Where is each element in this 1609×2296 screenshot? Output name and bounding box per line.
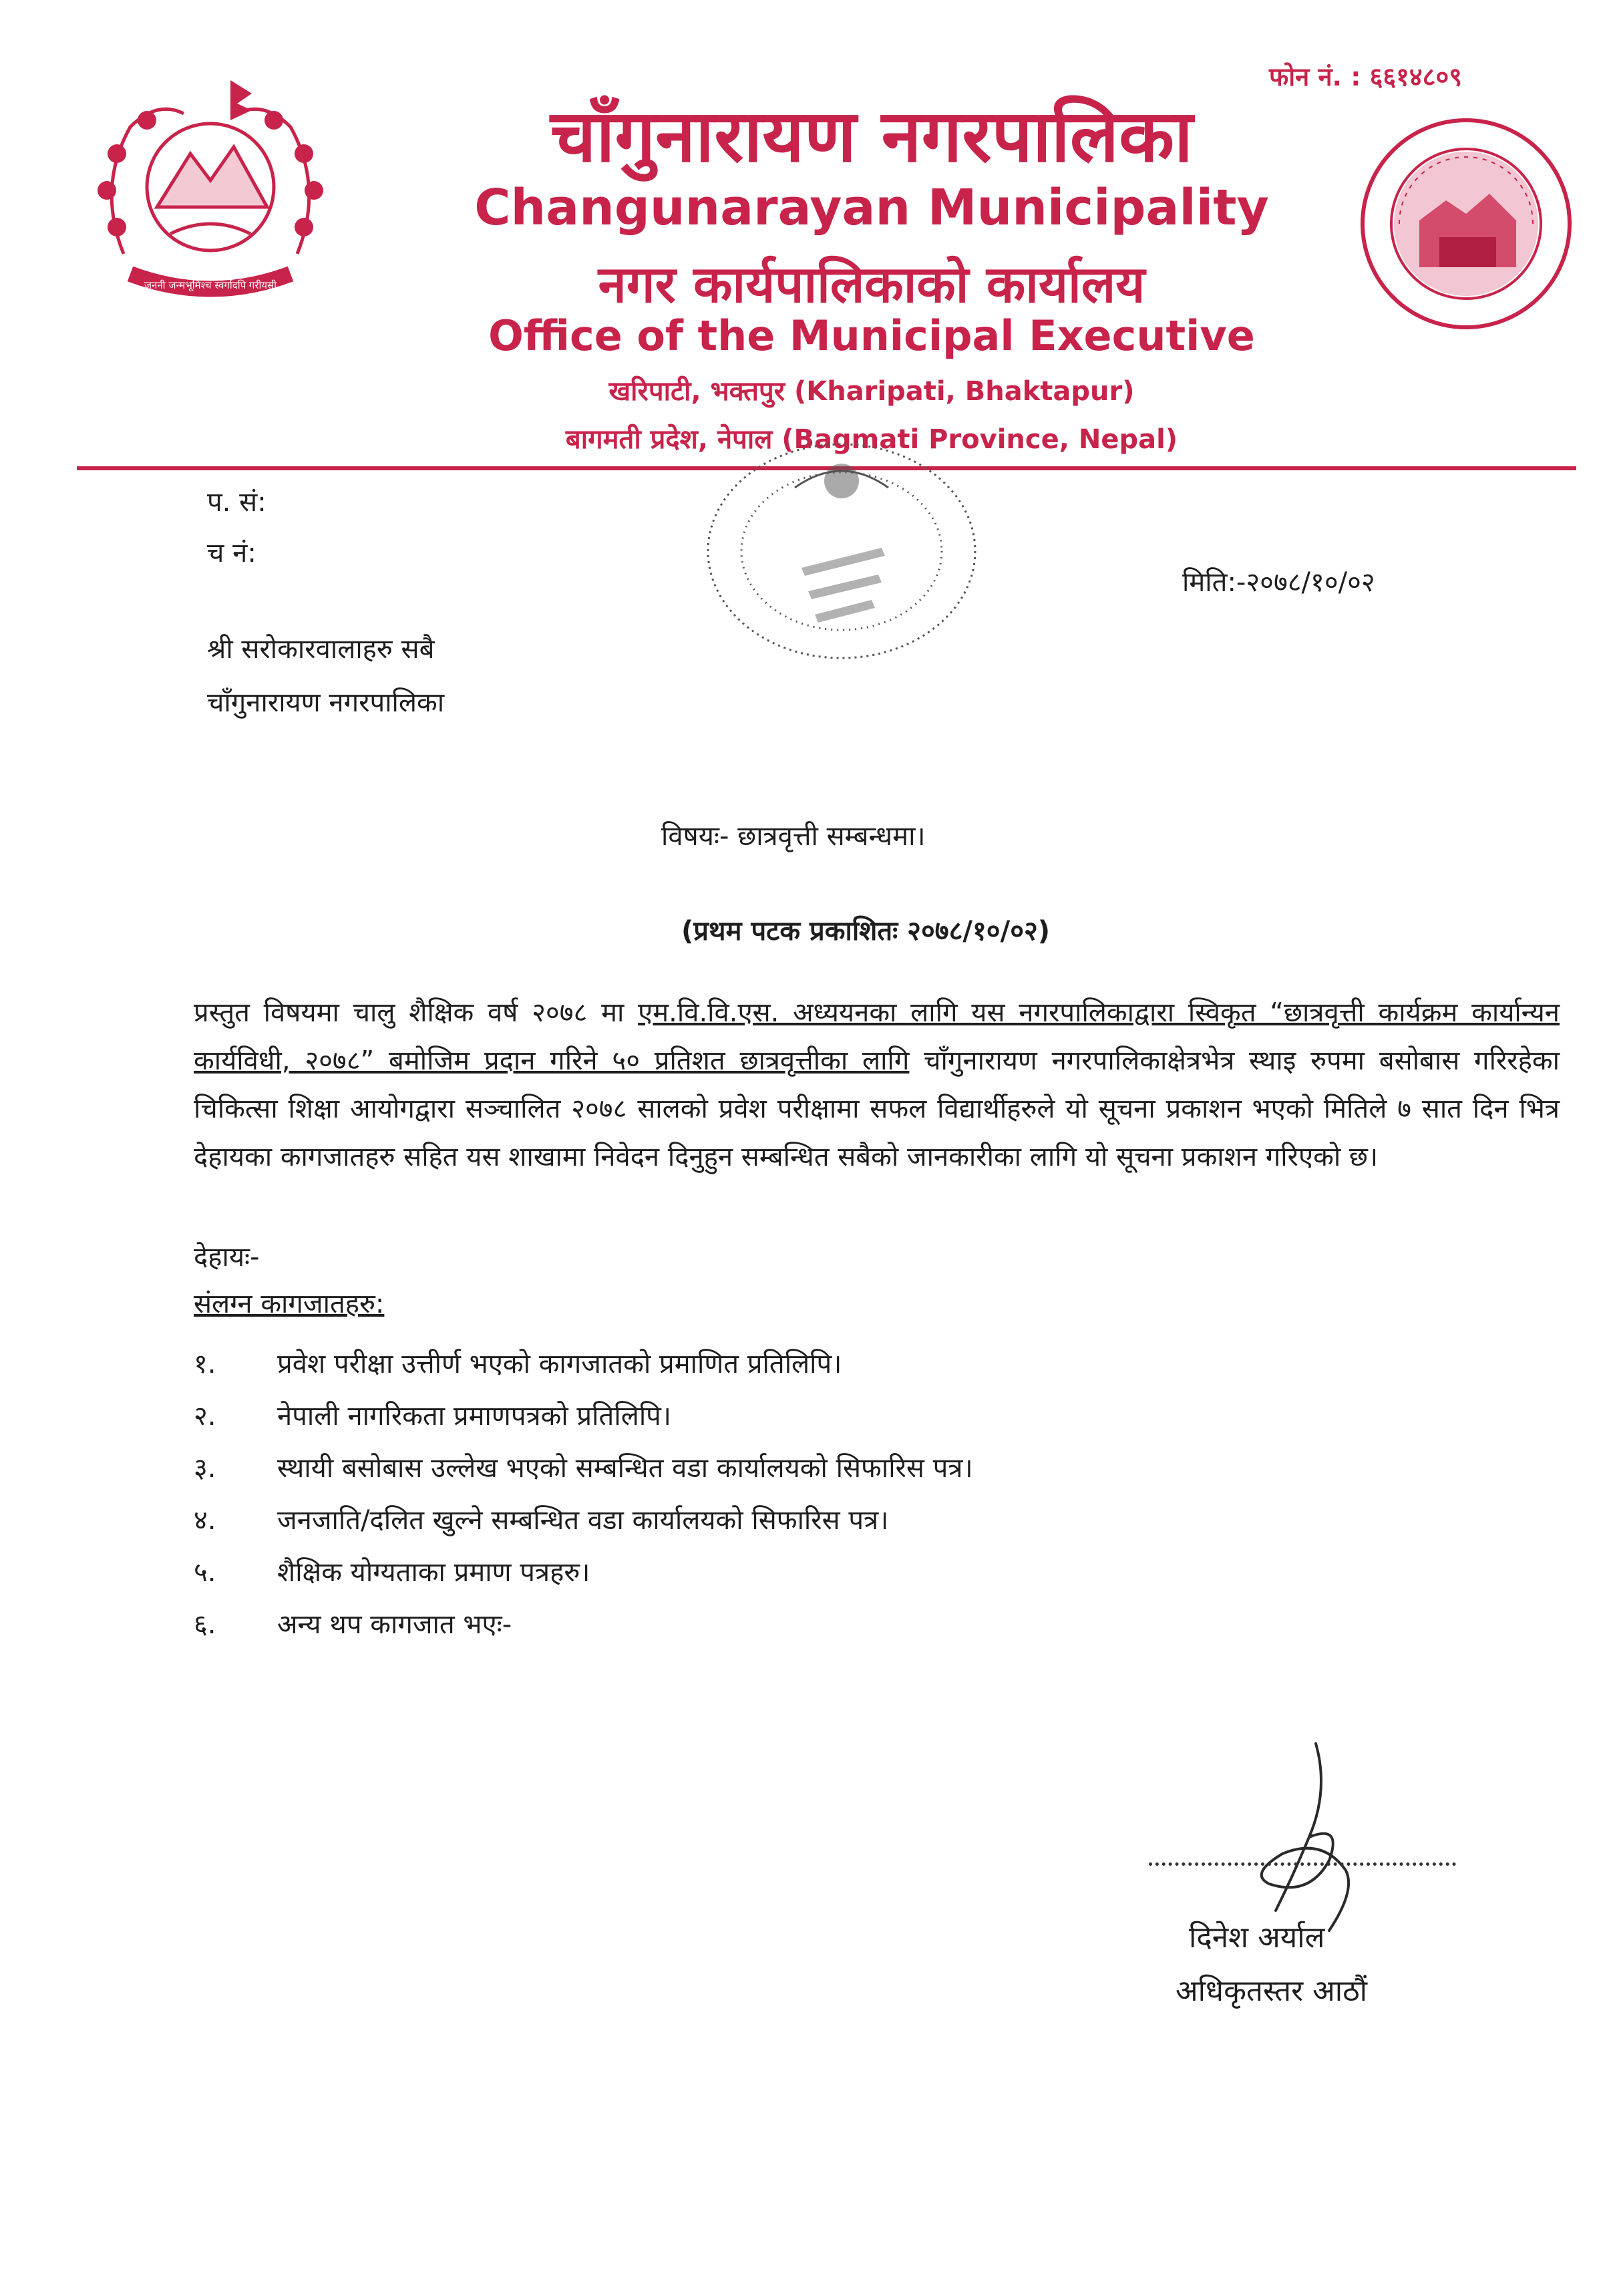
signature-line — [1149, 1862, 1456, 1866]
body-intro: प्रस्तुत विषयमा चालु शैक्षिक वर्ष २०७८ मा — [194, 997, 639, 1028]
svg-text:जननी जन्मभूमिश्च स्वर्गादपि गर: जननी जन्मभूमिश्च स्वर्गादपि गरीयसी — [144, 279, 277, 291]
office-stamp-icon — [695, 428, 989, 668]
list-item-number: १. — [194, 1349, 216, 1379]
address-line-2: बागमती प्रदेश, नेपाल (Bagmati Province, Nepal) — [565, 424, 1178, 455]
municipality-name-nepali: चाँगुनारायण नगरपालिका — [550, 95, 1194, 178]
list-item: स्थायी बसोबास उल्लेख भएको सम्बन्धित वडा कार्यालयको सिफारिस पत्र। — [277, 1453, 973, 1484]
list-item-number: ३. — [194, 1453, 216, 1484]
notice-body — [194, 989, 1560, 1181]
dehaya-label: देहायः- — [194, 1242, 260, 1273]
list-item: जनजाति/दलित खुल्ने सम्बन्धित वडा कार्यालयको सिफारिस पत्र। — [277, 1505, 889, 1536]
published-date: (प्रथम पटक प्रकाशितः २०७८/१०/०२) — [681, 916, 1051, 947]
attachments-heading: संलग्न कागजातहरु: — [194, 1289, 385, 1319]
signatory-title: अधिकृतस्तर आठौं — [1176, 1974, 1368, 2008]
phone-number: फोन नं. : ६६१४८०९ — [1269, 62, 1462, 92]
recipient-line-1: श्री सरोकारवालाहरु सबै — [207, 634, 435, 665]
municipality-name-english: Changunarayan Municipality — [474, 179, 1269, 236]
list-item-number: ६. — [194, 1609, 216, 1640]
list-item: अन्य थप कागजात भएः- — [277, 1609, 512, 1640]
signatory-name: दिनेश अर्याल — [1189, 1921, 1325, 1955]
recipient-line-2: चाँगुनारायण नगरपालिका — [207, 687, 445, 718]
municipality-seal-icon — [1356, 114, 1576, 334]
office-name-english: Office of the Municipal Executive — [488, 311, 1255, 360]
list-item: नेपाली नागरिकता प्रमाणपत्रको प्रतिलिपि। — [277, 1401, 672, 1432]
list-item: प्रवेश परीक्षा उत्तीर्ण भएको कागजातको प्रमाणित प्रतिलिपि। — [277, 1349, 842, 1379]
letter-date: मिति:-२०७८/१०/०२ — [1182, 567, 1375, 598]
reference-number-label: प. सं: — [207, 487, 266, 518]
office-name-nepali: नगर कार्यपालिकाको कार्यालय — [598, 255, 1145, 314]
subject-line: विषयः- छात्रवृत्ती सम्बन्धमा। — [661, 821, 926, 852]
handwritten-signature-icon — [1229, 1737, 1376, 1937]
dispatch-number-label: च नं: — [207, 538, 256, 568]
list-item-number: ४. — [194, 1505, 216, 1536]
list-item-number: ५. — [194, 1557, 216, 1588]
list-item-number: २. — [194, 1401, 216, 1432]
list-item: शैक्षिक योग्यताका प्रमाण पत्रहरु। — [277, 1557, 590, 1588]
body-rest: चाँगुनारायण नगरपालिकाक्षेत्रभेत्र स्थाइ रुपमा बसोबास गरिरहेका चिकित्सा शिक्षा आयोगद्वारा सञ्चालित २०७८ सालको प्रवेश परीक्षामा सफल विद्यार्थीहरुले यो सूचना प्रकाशन भएको मितिले ७ सात दिन भित्र देहायका कागजातहरु सहित यस शाखामा निवेदन दिनुहुन सम्बन्धित सबैको जानकारीका लागि यो सूचना प्रकाशन गरिएको छ। — [194, 1045, 1560, 1172]
address-line-1: खरिपाटी, भक्तपुर (Kharipati, Bhaktapur) — [608, 376, 1135, 407]
body-underlined: एम.वि.वि.एस. अध्ययनका लागि यस नगरपालिकाद्वारा स्विकृत “छात्रवृत्ती कार्यक्रम कार्यान्यन कार्यविधी, २०७८” बमोजिम प्रदान गरिने ५० प्रतिशत छात्रवृत्तीका लागि — [194, 997, 1560, 1076]
nepal-emblem-icon — [77, 73, 344, 314]
